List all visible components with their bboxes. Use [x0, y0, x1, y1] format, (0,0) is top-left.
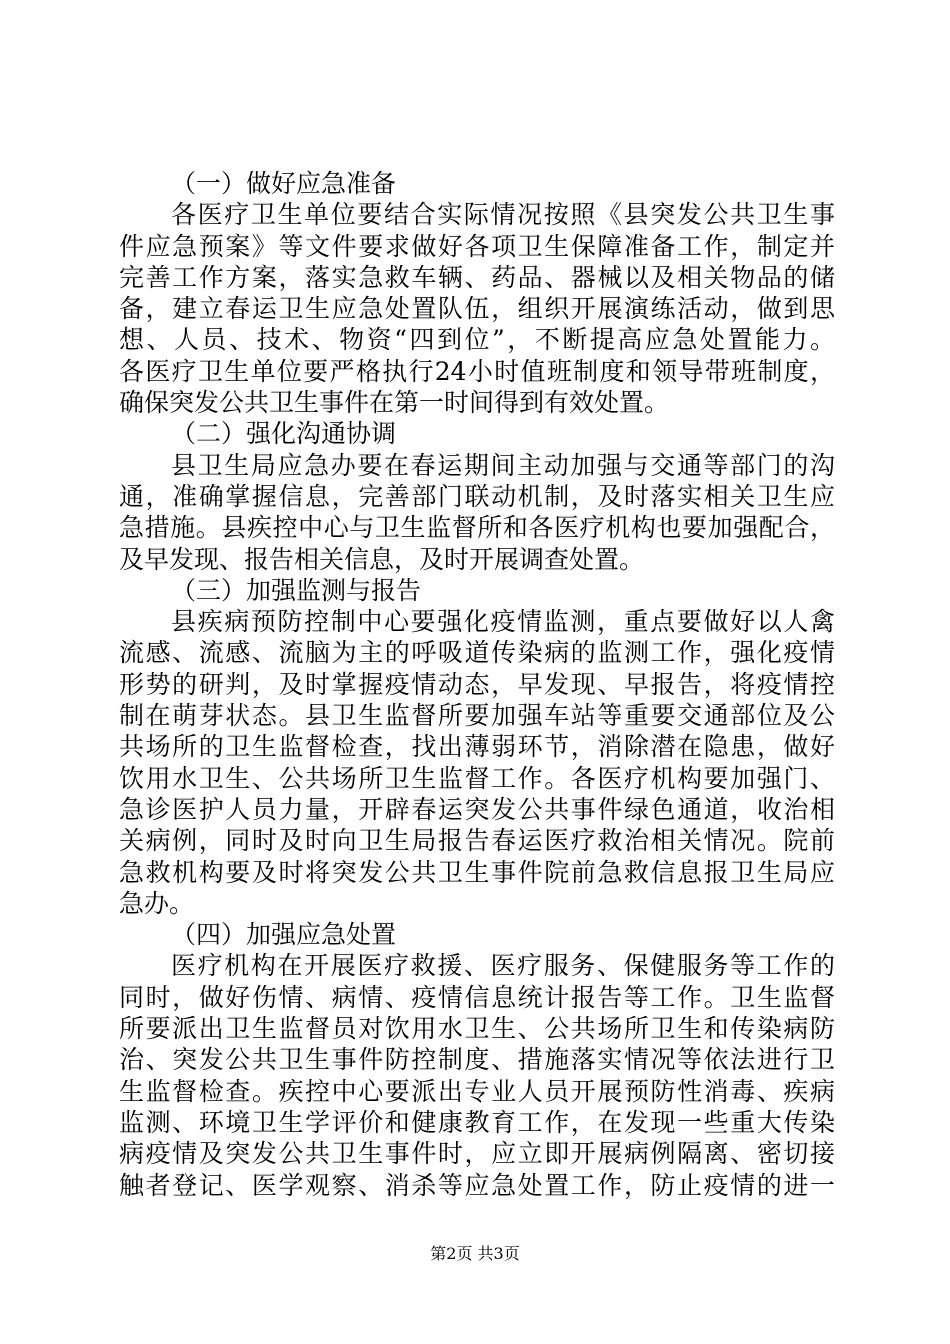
- paragraph-line: 生监督检查。疾控中心要派出专业人员开展预防性消毒、疾病: [119, 1076, 835, 1106]
- section-heading: （二）强化沟通协调: [171, 419, 397, 449]
- section-heading: （三）加强监测与报告: [171, 575, 422, 605]
- paragraph-line: 想、人员、技术、物资“四到位”，不断提高应急处置能力。: [119, 325, 835, 355]
- paragraph-line: 关病例，同时及时向卫生局报告春运医疗救治相关情况。院前: [119, 826, 835, 856]
- section-heading: （一）做好应急准备: [171, 169, 397, 198]
- paragraph-line: 饮用水卫生、公共场所卫生监督工作。各医疗机构要加强门、: [119, 763, 835, 793]
- paragraph-line: 医疗机构在开展医疗救援、医疗服务、保健服务等工作的: [171, 951, 835, 981]
- paragraph-line: 制在萌芽状态。县卫生监督所要加强车站等重要交通部位及公: [119, 701, 835, 731]
- paragraph-line: 触者登记、医学观察、消杀等应急处置工作，防止疫情的进一: [119, 1170, 835, 1200]
- paragraph-line: 所要派出卫生监督员对饮用水卫生、公共场所卫生和传染病防: [119, 1014, 835, 1044]
- paragraph-line: 同时，做好伤情、病情、疫情信息统计报告等工作。卫生监督: [119, 982, 835, 1012]
- paragraph-line: 及早发现、报告相关信息，及时开展调查处置。: [119, 544, 645, 574]
- paragraph-line: 急办。: [119, 888, 195, 918]
- paragraph-line: 各医疗卫生单位要严格执行24小时值班制度和领导带班制度，: [119, 356, 835, 386]
- page-number-footer: 第2页 共3页: [430, 1244, 520, 1263]
- paragraph-line: 急措施。县疾控中心与卫生监督所和各医疗机构也要加强配合，: [119, 513, 835, 543]
- paragraph-line: 完善工作方案，落实急救车辆、药品、器械以及相关物品的储: [119, 262, 835, 292]
- paragraph-line: 形势的研判，及时掌握疫情动态，早发现、早报告，将疫情控: [119, 669, 835, 699]
- paragraph-line: 县疾病预防控制中心要强化疫情监测，重点要做好以人禽: [171, 607, 835, 637]
- paragraph-line: 监测、环境卫生学评价和健康教育工作，在发现一些重大传染: [119, 1107, 835, 1137]
- paragraph-line: 流感、流感、流脑为主的呼吸道传染病的监测工作，强化疫情: [119, 638, 835, 668]
- document-body: [119, 168, 835, 1201]
- paragraph-line: 各医疗卫生单位要结合实际情况按照《县突发公共卫生事: [171, 200, 835, 230]
- paragraph-line: 急诊医护人员力量，开辟春运突发公共事件绿色通道，收治相: [119, 794, 835, 824]
- paragraph-line: 急救机构要及时将突发公共卫生事件院前急救信息报卫生局应: [119, 857, 835, 887]
- section-heading: （四）加强应急处置: [171, 920, 397, 950]
- paragraph-line: 备，建立春运卫生应急处置队伍，组织开展演练活动，做到思: [119, 294, 835, 324]
- paragraph-line: 确保突发公共卫生事件在第一时间得到有效处置。: [119, 388, 670, 418]
- paragraph-line: 共场所的卫生监督检查，找出薄弱环节，消除潜在隐患，做好: [119, 732, 835, 762]
- paragraph-line: 治、突发公共卫生事件防控制度、措施落实情况等依法进行卫: [119, 1045, 835, 1075]
- paragraph-line: 件应急预案》等文件要求做好各项卫生保障准备工作，制定并: [119, 231, 835, 261]
- paragraph-line: 病疫情及突发公共卫生事件时，应立即开展病例隔离、密切接: [119, 1139, 835, 1169]
- paragraph-line: 通，准确掌握信息，完善部门联动机制，及时落实相关卫生应: [119, 481, 835, 511]
- paragraph-line: 县卫生局应急办要在春运期间主动加强与交通等部门的沟: [171, 450, 835, 480]
